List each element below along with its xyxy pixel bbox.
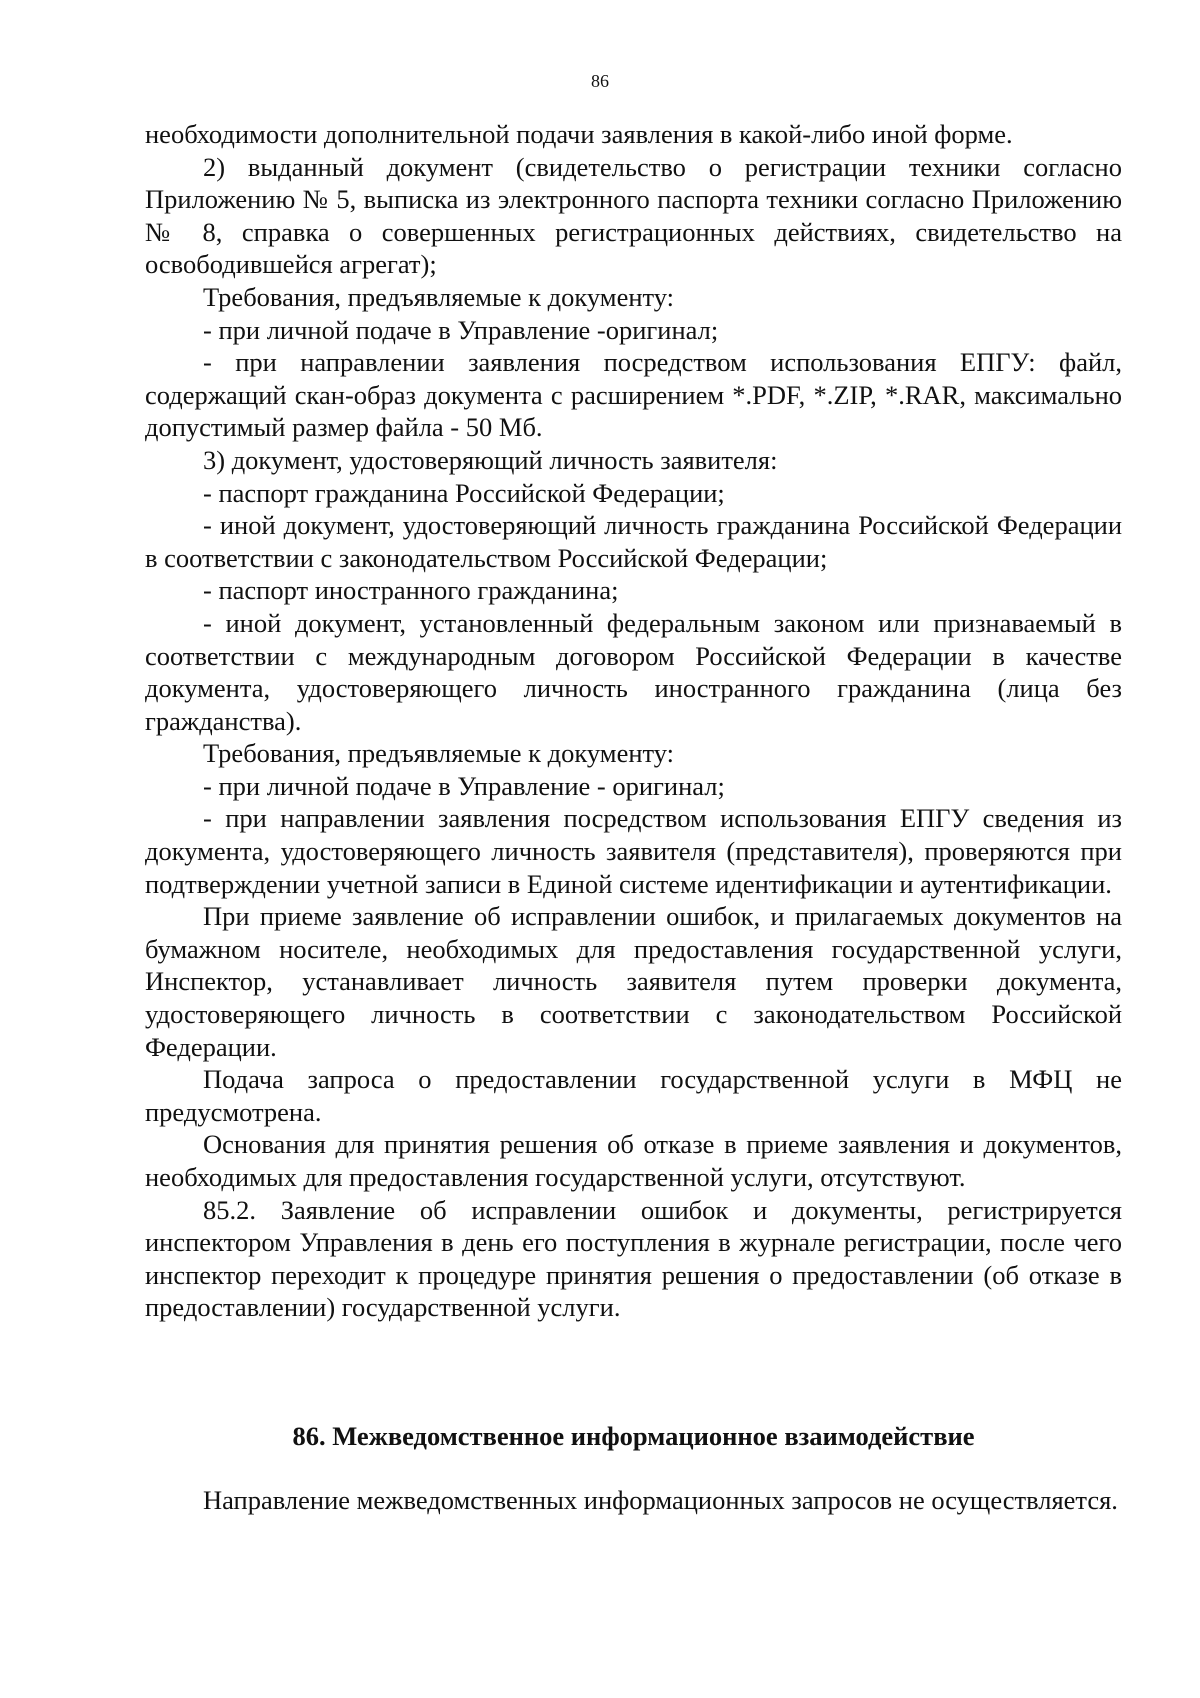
paragraph: - паспорт гражданина Российской Федерации;: [203, 477, 725, 508]
paragraph: - иной документ, удостоверяющий личность гражданина Российской Федерации в соответствии с законодательством Российской Федерации;: [145, 510, 1122, 573]
paragraph: Требования, предъявляемые к документу:: [203, 281, 675, 312]
body-text: [145, 118, 1122, 1324]
final-text: [145, 1484, 1122, 1517]
paragraph: - при личной подаче в Управление -оригинал;: [203, 314, 719, 345]
paragraph: необходимости дополнительной подачи заявления в какой-либо иной форме.: [145, 119, 1013, 149]
paragraph: Требования, предъявляемые к документу:: [203, 738, 675, 769]
page-number: 86: [591, 71, 609, 91]
paragraph: Основания для принятия решения об отказе в приеме заявления и документов, необходимых для предоставления государственной услуги, отсутствуют.: [145, 1129, 1122, 1192]
paragraph: 85.2. Заявление об исправлении ошибок и документы, регистрируется инспектором Управления в день его поступления в журнале регистрации, после чего инспектор переходит к процедуре принятия решения о предоставлении (об отказе в предоставлении) государственной услуги.: [145, 1194, 1122, 1323]
section-heading: 86. Межведомственное информационное взаимодействие: [292, 1421, 975, 1451]
paragraph: - при направлении заявления посредством использования ЕПГУ сведения из документа, удостоверяющего личность заявителя (представителя), проверяются при подтверждении учетной записи в Единой системе идентификации и аутентификации.: [145, 803, 1122, 899]
paragraph: - паспорт иностранного гражданина;: [203, 575, 619, 606]
paragraph: - при личной подаче в Управление - оригинал;: [203, 770, 725, 801]
paragraph: - при направлении заявления посредством использования ЕПГУ: файл, содержащий скан-образ документа с расширением *.PDF, *.ZIP, *.RAR, максимально допустимый размер файла - 50 Мб.: [145, 347, 1122, 443]
paragraph: Направление межведомственных информационных запросов не осуществляется.: [203, 1485, 1118, 1515]
paragraph: Подача запроса о предоставлении государственной услуги в МФЦ не предусмотрена.: [145, 1064, 1122, 1127]
paragraph: 2) выданный документ (свидетельство о регистрации техники согласно Приложению № 5, выписка из электронного паспорта техники согласно Приложению № 8, справка о совершенных регистрационных действиях, свидетельство на освободившейся агрегат);: [145, 151, 1122, 280]
paragraph: При приеме заявление об исправлении ошибок, и прилагаемых документов на бумажном носителе, необходимых для предоставления государственной услуги, Инспектор, устанавливает личность заявителя путем проверки документа, удостоверяющего личность в соответствии с законодательством Российской Федерации.: [145, 901, 1122, 1062]
paragraph: - иной документ, установленный федеральным законом или признаваемый в соответствии с международным договором Российской Федерации в качестве документа, удостоверяющего личность иностранного гражданина (лица без гражданства).: [145, 607, 1122, 736]
paragraph: 3) документ, удостоверяющий личность заявителя:: [203, 444, 778, 475]
